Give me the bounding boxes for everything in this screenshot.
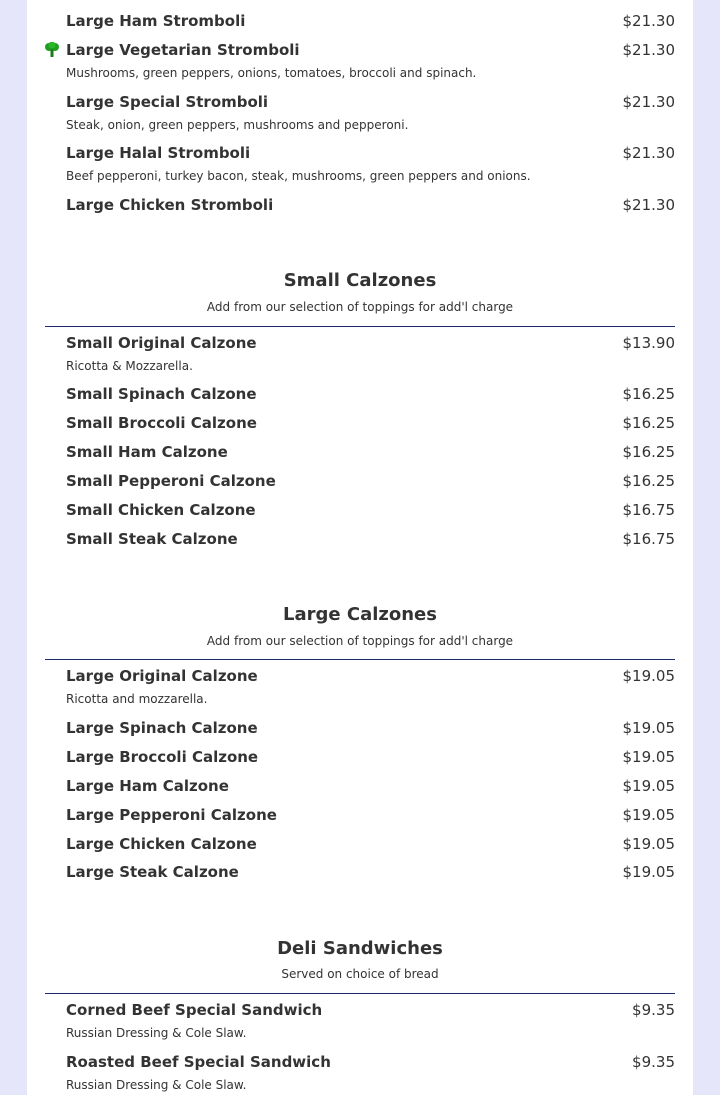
item-price: $19.05 [622,777,675,795]
item-name: Small Spinach Calzone [66,385,257,403]
item-name: Large Original Calzone [66,667,258,685]
item-name: Large Chicken Calzone [66,835,257,853]
item-price: $21.30 [622,93,675,111]
item-name: Small Broccoli Calzone [66,414,257,432]
item-name: Small Ham Calzone [66,443,228,461]
item-price: $16.25 [622,385,675,403]
item-description: Beef pepperoni, turkey bacon, steak, mushrooms, green peppers and onions. [66,169,531,183]
item-price: $16.75 [622,501,675,519]
section-divider [45,659,675,660]
item-price: $21.30 [622,196,675,214]
section-title: Small Calzones [283,270,437,291]
item-name: Small Pepperoni Calzone [66,472,276,490]
section-divider [45,993,675,994]
section-subtitle: Add from our selection of toppings for add'l charge [206,300,514,314]
item-price: $16.25 [622,472,675,490]
item-price: $16.25 [622,414,675,432]
item-price: $19.05 [622,835,675,853]
item-description: Russian Dressing & Cole Slaw. [66,1078,247,1092]
item-price: $21.30 [622,41,675,59]
item-name: Large Halal Stromboli [66,144,251,162]
section-subtitle: Served on choice of bread [281,967,439,981]
item-name: Large Ham Calzone [66,777,229,795]
item-description: Russian Dressing & Cole Slaw. [66,1026,247,1040]
item-name: Large Steak Calzone [66,863,239,881]
item-price: $19.05 [622,806,675,824]
item-name: Large Pepperoni Calzone [66,806,277,824]
item-name: Large Vegetarian Stromboli [66,41,300,59]
item-name: Large Special Stromboli [66,93,269,111]
item-name: Small Original Calzone [66,334,257,352]
menu-page [27,0,693,1095]
section-subtitle: Add from our selection of toppings for add'l charge [206,634,514,648]
section-divider [45,326,675,327]
item-price: $19.05 [622,667,675,685]
item-name: Corned Beef Special Sandwich [66,1001,323,1019]
item-name: Large Spinach Calzone [66,719,258,737]
section-title: Deli Sandwiches [277,938,443,959]
item-name: Large Chicken Stromboli [66,196,274,214]
item-price: $16.75 [622,530,675,548]
item-price: $9.35 [632,1001,675,1019]
item-description: Mushrooms, green peppers, onions, tomatoes, broccoli and spinach. [66,66,477,80]
item-name: Large Broccoli Calzone [66,748,259,766]
section-title: Large Calzones [283,604,437,625]
item-name: Small Chicken Calzone [66,501,256,519]
item-price: $21.30 [622,144,675,162]
item-price: $19.05 [622,719,675,737]
item-description: Ricotta and mozzarella. [66,692,208,706]
item-name: Roasted Beef Special Sandwich [66,1053,331,1071]
item-name: Large Ham Stromboli [66,12,246,30]
item-description: Ricotta & Mozzarella. [66,359,193,373]
item-price: $21.30 [622,12,675,30]
item-price: $9.35 [632,1053,675,1071]
item-price: $19.05 [622,863,675,881]
item-description: Steak, onion, green peppers, mushrooms and pepperoni. [66,118,409,132]
item-price: $19.05 [622,748,675,766]
item-price: $13.90 [622,334,675,352]
item-price: $16.25 [622,443,675,461]
item-name: Small Steak Calzone [66,530,238,548]
broccoli-icon [44,42,60,58]
